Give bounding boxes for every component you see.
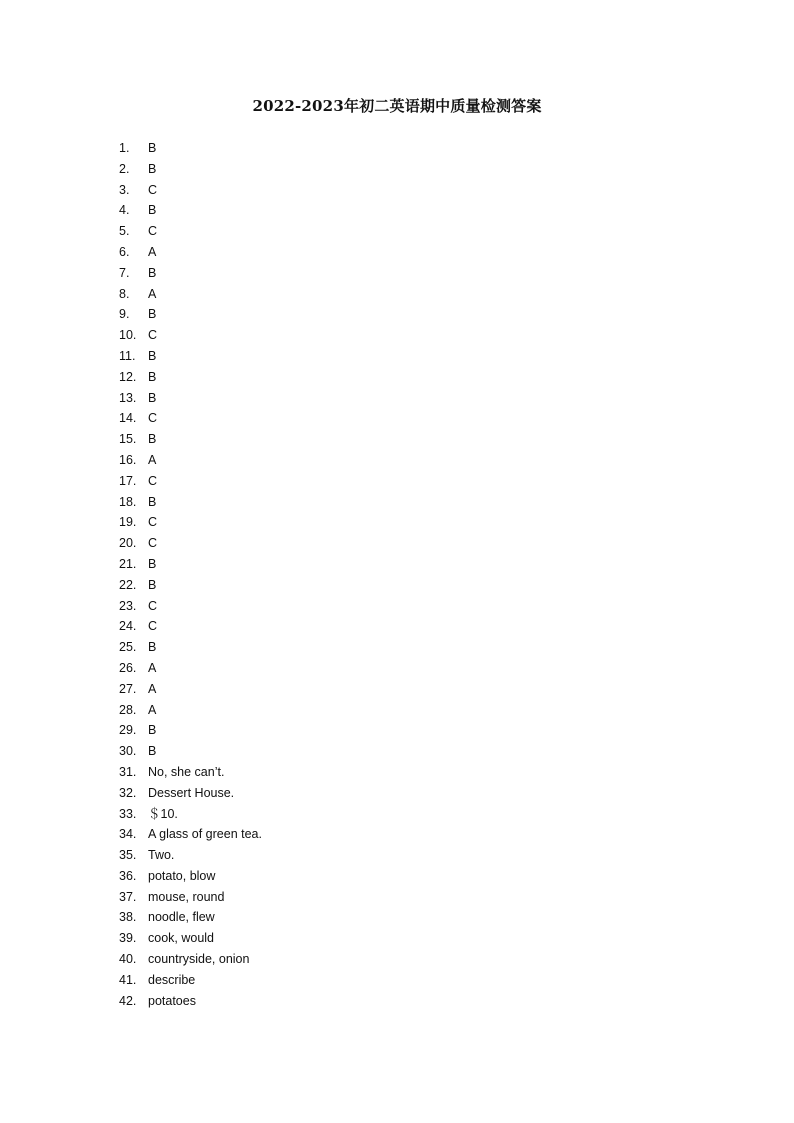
answer-number: 16.: [119, 452, 137, 467]
answer-item: [0, 159, 794, 180]
answer-item: [0, 741, 794, 762]
answer-item: [0, 450, 794, 471]
answer-number: 5.: [119, 224, 130, 239]
answer-number: 32.: [119, 785, 137, 800]
answer-item: [0, 512, 794, 533]
answer-item: [0, 949, 794, 970]
answer-number: 11.: [119, 348, 136, 363]
answer-text: C: [148, 598, 158, 613]
answer-item: [0, 492, 794, 513]
answer-text: A: [148, 286, 157, 301]
answer-item: [0, 325, 794, 346]
answer-text: B: [148, 141, 157, 155]
answer-number: 8.: [119, 286, 130, 301]
answer-text: C: [148, 182, 158, 197]
answer-item: [0, 388, 794, 409]
answer-item: [0, 824, 794, 845]
answer-number: 24.: [119, 619, 137, 634]
answer-number: 39.: [119, 931, 137, 946]
answer-number: 14.: [119, 411, 137, 426]
answer-number: 40.: [119, 952, 137, 967]
answer-number: 15.: [119, 432, 137, 447]
answer-number: 41.: [119, 972, 137, 987]
answer-number: 2.: [119, 161, 130, 176]
answer-item: [0, 928, 794, 949]
answer-list: [0, 138, 794, 1011]
answer-number: 33.: [119, 806, 137, 821]
answer-item: [0, 616, 794, 637]
answer-number: 20.: [119, 536, 137, 551]
answer-text: B: [148, 265, 157, 280]
answer-item: [0, 720, 794, 741]
answer-item: [0, 367, 794, 388]
answer-item: [0, 991, 794, 1012]
answer-item: [0, 700, 794, 721]
answer-item: [0, 346, 794, 367]
answer-text: C: [148, 328, 158, 343]
answer-text: C: [148, 536, 158, 551]
answer-item: [0, 845, 794, 866]
answer-text: Dessert House.: [148, 785, 235, 800]
answer-number: 42.: [119, 993, 137, 1008]
answer-number: 22.: [119, 577, 137, 592]
answer-text: C: [148, 515, 158, 530]
answer-item: [0, 907, 794, 928]
answer-item: [0, 554, 794, 575]
answer-number: 25.: [119, 640, 137, 655]
answer-text: B: [148, 307, 157, 322]
answer-number: 1.: [119, 141, 130, 155]
answer-item: [0, 284, 794, 305]
answer-number: 34.: [119, 827, 137, 842]
answer-item: [0, 575, 794, 596]
answer-text: B: [148, 369, 157, 384]
answer-item: [0, 471, 794, 492]
answer-text: A: [148, 244, 157, 259]
answer-item: [0, 783, 794, 804]
answer-item: [0, 679, 794, 700]
answer-text: countryside, onion: [148, 952, 250, 967]
answer-text: potatoes: [148, 993, 196, 1008]
answer-text: B: [148, 640, 157, 655]
answer-number: 36.: [119, 868, 137, 883]
answer-number: 23.: [119, 598, 137, 613]
answer-number: 35.: [119, 848, 137, 863]
answer-item: [0, 221, 794, 242]
answer-text: B: [148, 744, 157, 759]
answer-text: B: [148, 494, 157, 509]
answer-number: 12.: [119, 369, 137, 384]
answer-text: C: [148, 411, 158, 426]
answer-item: [0, 596, 794, 617]
answer-item: [0, 970, 794, 991]
answer-text: B: [148, 348, 157, 363]
answer-text: A glass of green tea.: [148, 827, 262, 842]
answer-number: 6.: [119, 244, 130, 259]
answer-number: 13.: [119, 390, 137, 405]
answer-text: A: [148, 452, 157, 467]
answer-item: [0, 866, 794, 887]
answer-number: 9.: [119, 307, 130, 322]
answer-item: [0, 804, 794, 825]
answer-item: [0, 762, 794, 783]
answer-item: [0, 200, 794, 221]
answer-item: [0, 263, 794, 284]
answer-number: 29.: [119, 723, 137, 738]
answer-text: B: [148, 432, 157, 447]
answer-text: A: [148, 660, 157, 675]
answer-number: 19.: [119, 515, 137, 530]
answer-number: 30.: [119, 744, 137, 759]
answer-number: 37.: [119, 889, 137, 904]
answer-number: 7.: [119, 265, 130, 280]
answer-number: 28.: [119, 702, 137, 717]
answer-number: 18.: [119, 494, 137, 509]
answer-text: Two.: [148, 848, 175, 863]
answer-item: [0, 429, 794, 450]
answer-text: B: [148, 723, 157, 738]
answer-text: mouse, round: [148, 889, 225, 904]
answer-item: [0, 637, 794, 658]
answer-text: C: [148, 224, 158, 239]
answer-text: B: [148, 203, 157, 218]
answer-number: 10.: [119, 328, 137, 343]
answer-text: B: [148, 161, 157, 176]
answer-item: [0, 658, 794, 679]
answer-item: [0, 242, 794, 263]
answer-text: B: [148, 390, 157, 405]
answer-text: B: [148, 577, 157, 592]
answer-text: cook, would: [148, 931, 215, 946]
answer-text: describe: [148, 972, 196, 987]
answer-text: potato, blow: [148, 868, 216, 883]
answer-item: [0, 180, 794, 201]
answer-text: noodle, flew: [148, 910, 215, 925]
answer-number: 27.: [119, 681, 137, 696]
answer-number: 38.: [119, 910, 137, 925]
answer-text: C: [148, 473, 158, 488]
answer-number: 17.: [119, 473, 137, 488]
answer-text: A: [148, 702, 157, 717]
document-title: 2022-2023年初二英语期中质量检测答案: [252, 97, 542, 115]
answer-item: [0, 304, 794, 325]
answer-text: B: [148, 556, 157, 571]
answer-item: [0, 887, 794, 908]
answer-item: [0, 138, 794, 159]
answer-text: ＄10.: [148, 806, 178, 821]
answer-number: 4.: [119, 203, 130, 218]
answer-item: [0, 408, 794, 429]
answer-text: A: [148, 681, 157, 696]
answer-text: No, she can’t.: [148, 764, 225, 779]
answer-number: 26.: [119, 660, 137, 675]
answer-number: 3.: [119, 182, 130, 197]
answer-number: 21.: [119, 556, 137, 571]
answer-text: C: [148, 619, 158, 634]
answer-item: [0, 533, 794, 554]
answer-number: 31.: [119, 764, 137, 779]
